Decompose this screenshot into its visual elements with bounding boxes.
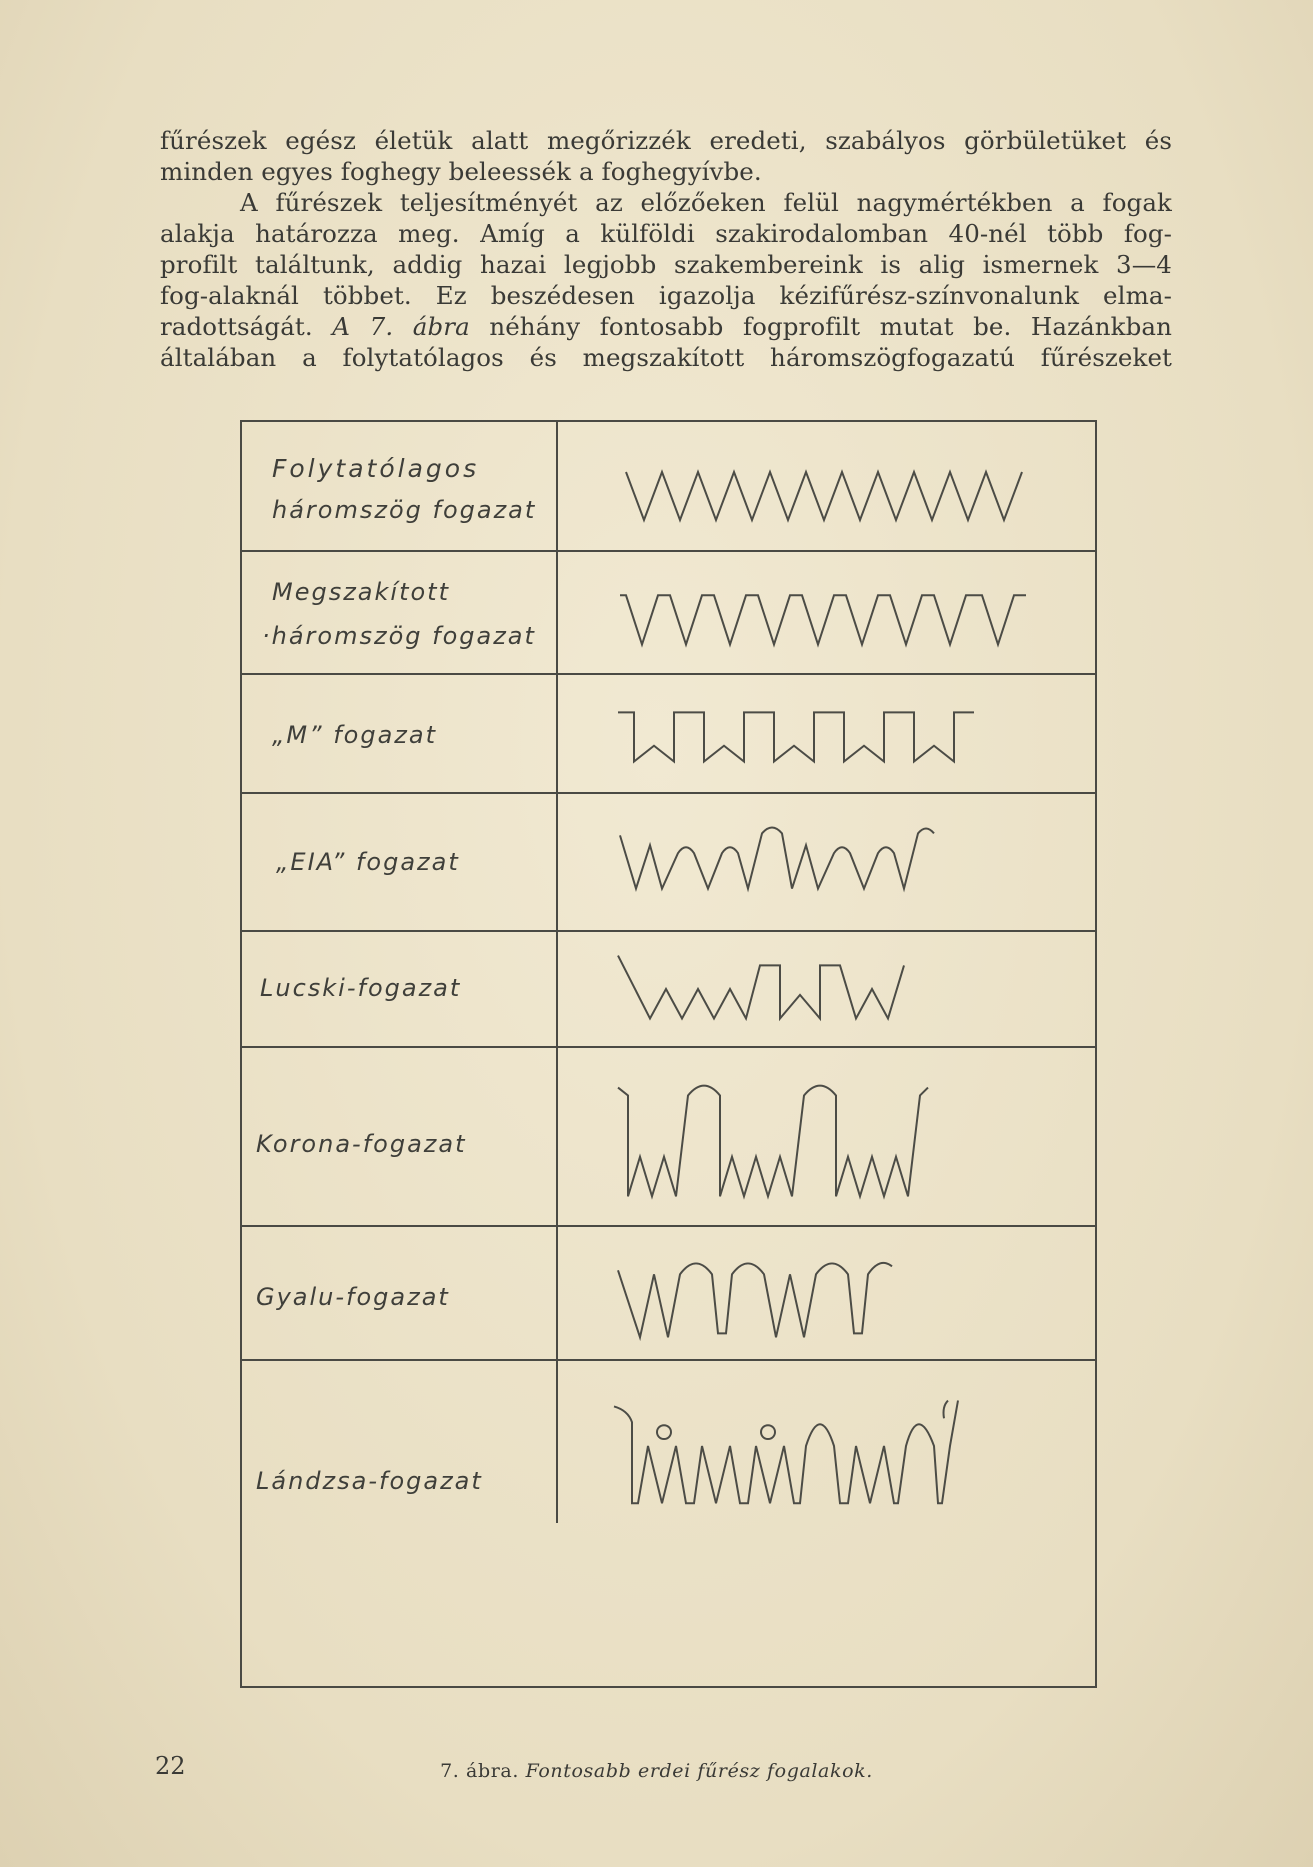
crown-tooth-profile-icon <box>558 1048 1095 1225</box>
row-label <box>242 422 558 550</box>
table-row <box>242 1225 1095 1359</box>
m-tooth-profile-icon <box>558 675 1095 792</box>
row-label <box>242 1361 558 1523</box>
planer-tooth-profile-icon <box>558 1227 1095 1359</box>
interrupted-triangle-tooth-profile-icon <box>558 552 1095 673</box>
page-number: 22 <box>155 1752 186 1780</box>
figure-7 <box>240 420 1097 1688</box>
row-label-line-1: Gyalu-fogazat <box>256 1283 450 1311</box>
text-segment: radottságát. <box>160 312 333 341</box>
row-label <box>242 675 558 792</box>
text-line <box>160 311 1172 342</box>
lance-tooth-profile-icon <box>558 1361 1095 1523</box>
text-line: A fűrészek teljesítményét az előzőeken felül nagymértékben a fogak <box>240 188 1172 217</box>
row-label-line-1: Megszakított <box>272 578 450 606</box>
table-row <box>242 550 1095 673</box>
row-label-line-2: ·háromszög fogazat <box>262 622 536 650</box>
row-label-line-1: Korona-fogazat <box>256 1130 467 1158</box>
paragraph-1 <box>160 125 1172 187</box>
row-label-line-1: Folytatólagos <box>272 454 480 483</box>
table-row <box>242 930 1095 1046</box>
row-label <box>242 1227 558 1359</box>
text-line: fog-alaknál többet. Ez beszédesen igazolja kézifűrész-színvonalunk elma- <box>160 281 1172 310</box>
text-segment: néhány fontosabb fogprofilt mutat be. Hazánkban <box>469 312 1172 341</box>
lucski-tooth-profile-icon <box>558 932 1095 1046</box>
caption-text: Fontosabb erdei fűrész fogalakok. <box>525 1760 873 1782</box>
table-row <box>242 422 1095 550</box>
table-row <box>242 673 1095 792</box>
paragraph-2 <box>160 187 1172 373</box>
table-row <box>242 1046 1095 1225</box>
eia-tooth-profile-icon <box>558 794 1095 930</box>
table-row <box>242 1359 1095 1523</box>
figure-caption <box>0 1760 1313 1782</box>
caption-number: 7. ábra. <box>440 1760 519 1782</box>
text-line: minden egyes foghegy beleessék a foghegyívbe. <box>160 157 762 186</box>
row-label-line-1: Lándzsa-fogazat <box>256 1467 483 1495</box>
body-text <box>160 125 1172 373</box>
text-line: alakja határozza meg. Amíg a külföldi szakirodalomban 40-nél több fog- <box>160 219 1172 248</box>
figure-reference: A 7. ábra <box>332 312 470 341</box>
row-label <box>242 932 558 1046</box>
continuous-triangle-tooth-profile-icon <box>558 422 1095 550</box>
text-line: fűrészek egész életük alatt megőrizzék eredeti, szabályos görbületüket és <box>160 126 1172 155</box>
row-label <box>242 552 558 673</box>
row-label-line-1: „M” fogazat <box>272 721 437 749</box>
row-label-line-1: „EIA” fogazat <box>276 848 460 876</box>
row-label <box>242 1048 558 1225</box>
row-label-line-1: Lucski-fogazat <box>260 974 462 1002</box>
tooth-profile-table <box>240 420 1097 1688</box>
row-label <box>242 794 558 930</box>
text-line: általában a folytatólagos és megszakított háromszögfogazatú fűrészeket <box>160 343 1172 372</box>
row-label-line-2: háromszög fogazat <box>272 496 537 524</box>
text-line: profilt találtunk, addig hazai legjobb szakembereink is alig ismernek 3—4 <box>160 250 1172 279</box>
table-row <box>242 792 1095 930</box>
